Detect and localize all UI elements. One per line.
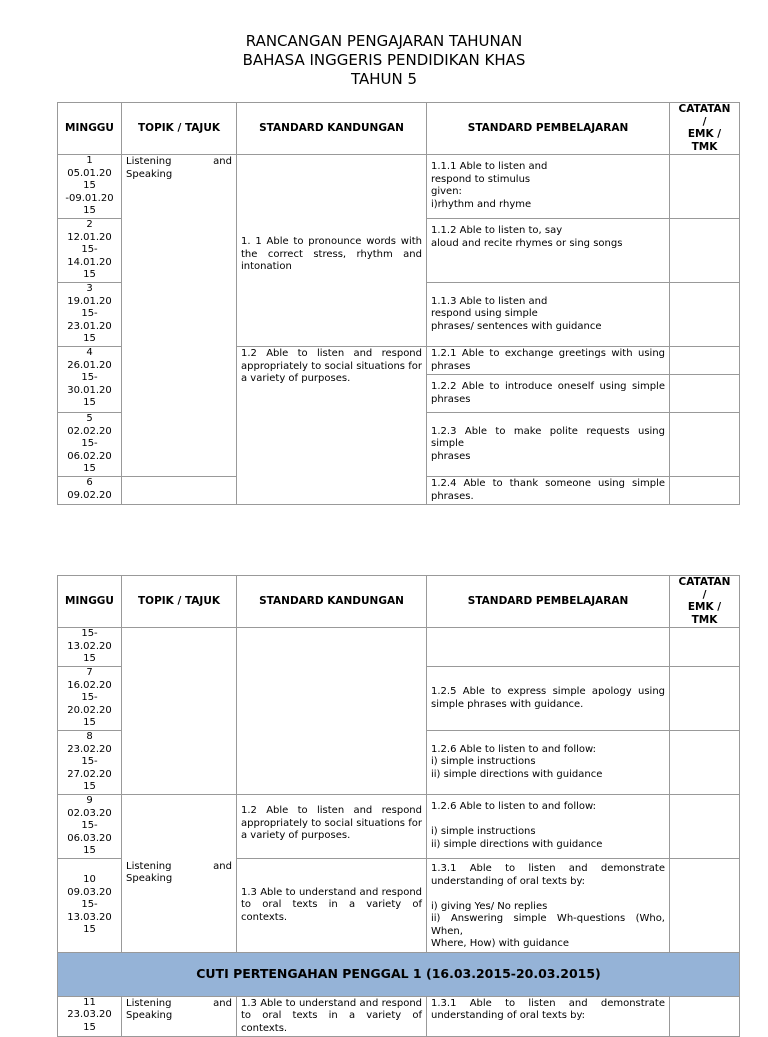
standard-kandungan-cell: 1.3 Able to understand and respond to oral texts in a variety of contexts. xyxy=(237,859,427,953)
col-standard-kandungan: STANDARD KANDUNGAN xyxy=(237,103,427,155)
plan-table-1 xyxy=(57,102,740,505)
holiday-banner: CUTI PERTENGAHAN PENGGAL 1 (16.03.2015-20.03.2015) xyxy=(58,952,740,996)
standard-pembelajaran-cell: 1.2.6 Able to listen to and follow: i) simple instructions ii) simple directions with guidance xyxy=(427,795,670,859)
standard-pembelajaran-cell: 1.1.2 Able to listen to, say aloud and recite rhymes or sing songs xyxy=(427,219,670,283)
week-cell: 6 09.02.20 xyxy=(58,477,122,505)
catatan-cell xyxy=(670,347,740,375)
col-catatan: CATATAN / EMK / TMK xyxy=(670,103,740,155)
standard-pembelajaran-cell: 1.2.5 Able to express simple apology using simple phrases with guidance. xyxy=(427,667,670,731)
col-minggu: MINGGU xyxy=(58,103,122,155)
standard-pembelajaran-cell: 1.2.6 Able to listen to and follow: i) simple instructions ii) simple directions with guidance xyxy=(427,731,670,795)
header-row xyxy=(58,576,740,628)
topic-word: and xyxy=(213,860,232,872)
week-cell: 2 12.01.20 15- 14.01.20 15 xyxy=(58,219,122,283)
doc-title-line3: TAHUN 5 xyxy=(350,70,418,88)
week-cell: 9 02.03.20 15- 06.03.20 15 xyxy=(58,795,122,859)
week-cell: 5 02.02.20 15- 06.02.20 15 xyxy=(58,413,122,477)
holiday-row xyxy=(58,952,740,996)
topic-word: and xyxy=(213,156,232,167)
topic-word: Listening xyxy=(126,156,172,167)
standard-kandungan-cell: 1.3 Able to understand and respond to oral texts in a variety of contexts. xyxy=(237,996,427,1037)
catatan-cell xyxy=(670,219,740,283)
doc-title-line2: BAHASA INGGERIS PENDIDIKAN KHAS xyxy=(242,51,526,69)
col-topik: TOPIK / TAJUK xyxy=(122,576,237,628)
week-cell: 3 19.01.20 15- 23.01.20 15 xyxy=(58,283,122,347)
col-standard-pembelajaran: STANDARD PEMBELAJARAN xyxy=(427,576,670,628)
standard-pembelajaran-cell: 1.1.1 Able to listen and respond to stimulus given: i)rhythm and rhyme xyxy=(427,155,670,219)
topic-word: Speaking xyxy=(126,1010,173,1021)
catatan-cell xyxy=(670,795,740,859)
catatan-cell xyxy=(670,283,740,347)
standard-pembelajaran-cell: 1.3.1 Able to listen and demonstrate understanding of oral texts by: xyxy=(427,996,670,1037)
topic-cell xyxy=(122,155,237,477)
catatan-cell xyxy=(670,667,740,731)
col-minggu: MINGGU xyxy=(58,576,122,628)
topic-word: Speaking xyxy=(126,168,173,180)
week-cell: 8 23.02.20 15- 27.02.20 15 xyxy=(58,731,122,795)
topic-cell xyxy=(122,795,237,953)
table-row xyxy=(58,996,740,1037)
catatan-cell xyxy=(670,477,740,505)
week-cell: 7 16.02.20 15- 20.02.20 15 xyxy=(58,667,122,731)
standard-kandungan-cell: 1. 1 Able to pronounce words with the correct stress, rhythm and intonation xyxy=(237,155,427,347)
table-row xyxy=(58,155,740,219)
catatan-cell xyxy=(670,375,740,413)
catatan-cell xyxy=(670,155,740,219)
standard-pembelajaran-cell: 1.2.1 Able to exchange greetings with using phrases xyxy=(427,347,670,375)
catatan-cell xyxy=(670,859,740,953)
topic-word: Listening xyxy=(126,860,172,872)
standard-pembelajaran-cell: 1.3.1 Able to listen and demonstrate understanding of oral texts by: i) giving Yes/ No replies ii) Answering simple Wh-questions (Who, When, Where, How) with guidance xyxy=(427,859,670,953)
week-cell: 1 05.01.20 15 -09.01.20 15 xyxy=(58,155,122,219)
catatan-cell xyxy=(670,413,740,477)
topic-cell xyxy=(122,996,237,1037)
week-cell: 11 23.03.20 15 xyxy=(58,996,122,1037)
header-row xyxy=(58,103,740,155)
standard-pembelajaran-cell: 1.2.2 Able to introduce oneself using simple phrases xyxy=(427,375,670,413)
standard-kandungan-cell: 1.2 Able to listen and respond appropriately to social situations for a variety of purposes. xyxy=(237,347,427,505)
plan-table-2 xyxy=(57,575,740,1037)
topic-word: and xyxy=(213,997,232,1009)
week-cell: 4 26.01.20 15- 30.01.20 15 xyxy=(58,347,122,413)
col-standard-pembelajaran: STANDARD PEMBELAJARAN xyxy=(427,103,670,155)
table-row xyxy=(58,628,740,667)
topic-cell xyxy=(122,477,237,505)
week-cell: 15- 13.02.20 15 xyxy=(58,628,122,667)
standard-pembelajaran-cell xyxy=(427,628,670,667)
col-standard-kandungan: STANDARD KANDUNGAN xyxy=(237,576,427,628)
doc-title-line1: RANCANGAN PENGAJARAN TAHUNAN xyxy=(245,32,523,50)
topic-word: Listening xyxy=(126,997,172,1009)
standard-kandungan-cell xyxy=(237,628,427,795)
standard-kandungan-cell: 1.2 Able to listen and respond appropriately to social situations for a variety of purposes. xyxy=(237,795,427,859)
week-cell: 10 09.03.20 15- 13.03.20 15 xyxy=(58,859,122,953)
topic-cell xyxy=(122,628,237,795)
catatan-cell xyxy=(670,996,740,1037)
table-row xyxy=(58,795,740,859)
col-catatan: CATATAN / EMK / TMK xyxy=(670,576,740,628)
standard-pembelajaran-cell: 1.2.3 Able to make polite requests using simple phrases xyxy=(427,413,670,477)
standard-pembelajaran-cell: 1.1.3 Able to listen and respond using simple phrases/ sentences with guidance xyxy=(427,283,670,347)
topic-word: Speaking xyxy=(126,873,173,885)
catatan-cell xyxy=(670,731,740,795)
col-topik: TOPIK / TAJUK xyxy=(122,103,237,155)
catatan-cell xyxy=(670,628,740,667)
standard-pembelajaran-cell: 1.2.4 Able to thank someone using simple phrases. xyxy=(427,477,670,505)
